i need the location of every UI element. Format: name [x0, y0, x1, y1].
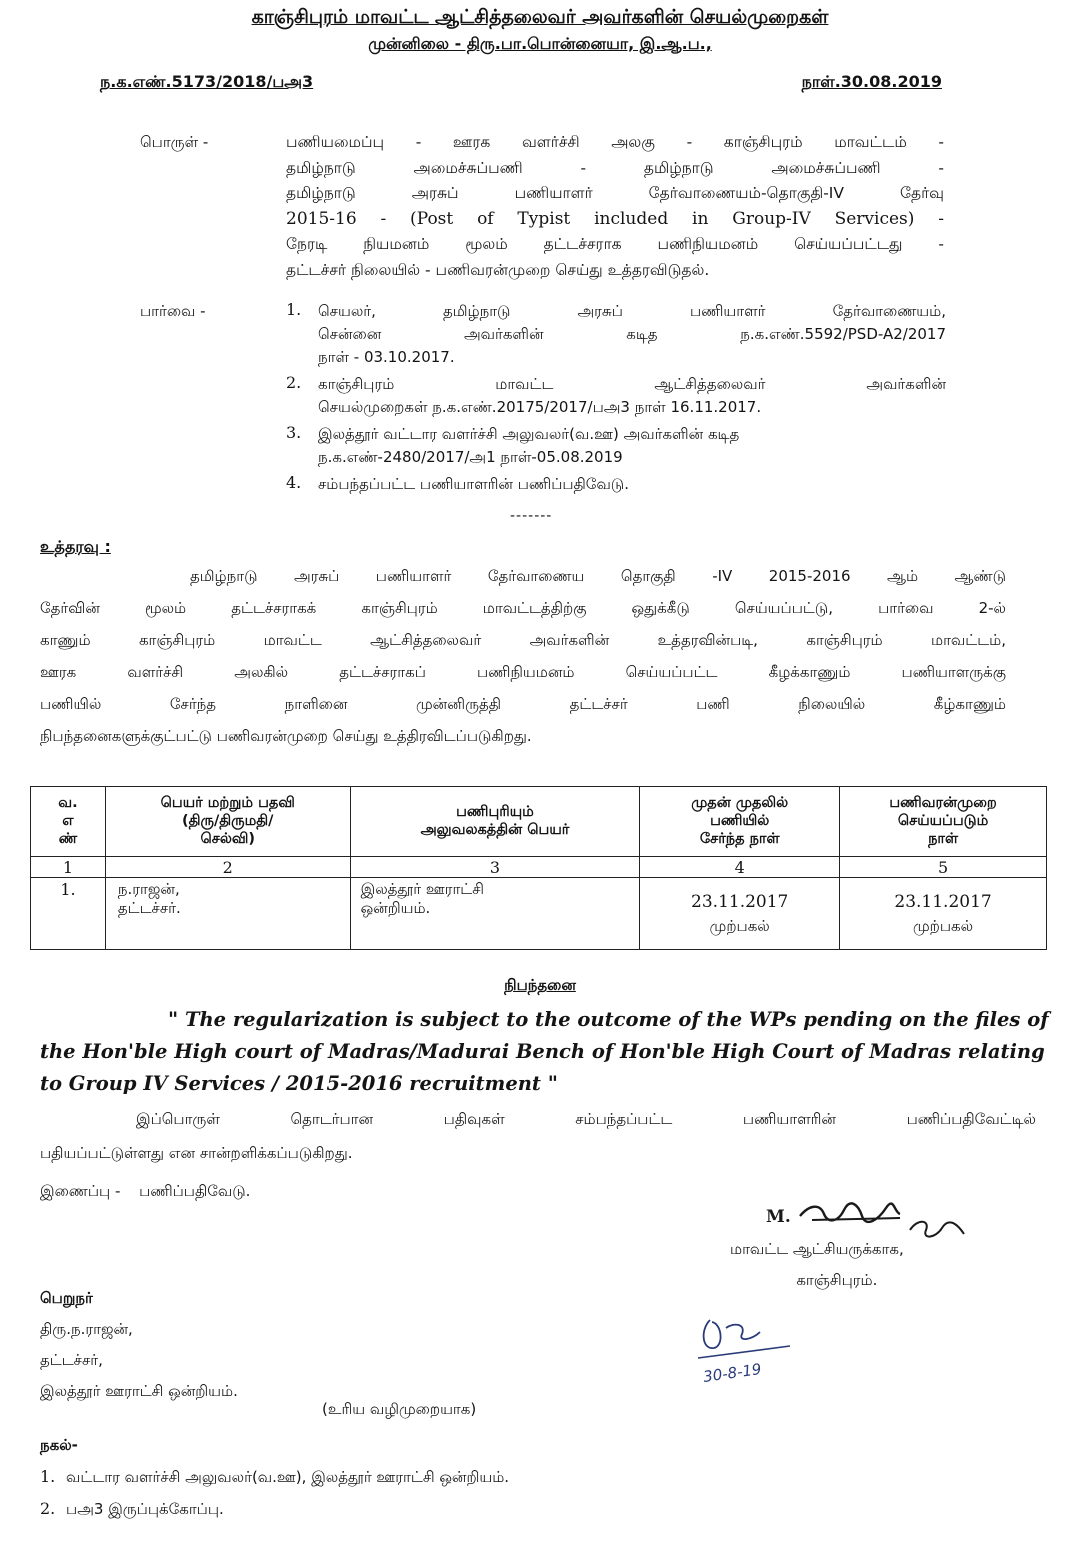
copy-heading: நகல்- [40, 1436, 78, 1454]
subject-line: தமிழ்நாடு அமைச்சுப்பணி - தமிழ்நாடு அமைச்சுப்பணி - [286, 158, 944, 177]
section-divider: ------- [510, 508, 553, 524]
initials-date: 30-8-19 [702, 1359, 763, 1386]
reference-item [286, 373, 946, 419]
reference-line: காஞ்சிபுரம் மாவட்ட ஆட்சித்தலைவர் அவர்களின் [318, 375, 946, 393]
recipient-line: தட்டச்சர், [40, 1351, 103, 1369]
reference-number: 3. [286, 423, 302, 442]
enclosure-label: இணைப்பு - [40, 1182, 121, 1200]
delivery-via: (உரிய வழிமுறையாக) [322, 1400, 477, 1418]
reference-line: இலத்தூர் வட்டார வளர்ச்சி அலுவலர்(வ.ஊ) அவர்களின் கடித [318, 425, 740, 443]
reference-number: 4. [286, 473, 302, 492]
copy-item-number: 2. [40, 1499, 56, 1518]
copy-item [40, 1461, 509, 1493]
table-header-row [31, 787, 1047, 857]
note-line: இப்பொருள் தொடர்பான பதிவுகள் சம்பந்தப்பட்ட பணியாளரின் பணிப்பதிவேட்டில் [136, 1110, 1036, 1128]
subject-line: பணியமைப்பு - ஊரக வளர்ச்சி அலகு - காஞ்சிபுரம் மாவட்டம் - [286, 133, 944, 151]
subject-label: பொருள் - [140, 133, 209, 151]
copy-item-text: வட்டார வளர்ச்சி அலுவலர்(வ.ஊ), இலத்தூர் ஊராட்சி ஒன்றியம். [66, 1468, 510, 1486]
header-regularization-date: பணிவரன்முறை செய்யப்படும் நாள் [840, 787, 1047, 857]
subject-line: தமிழ்நாடு அரசுப் பணியாளர் தேர்வாணையம்-தொகுதி-IV தேர்வு [286, 184, 944, 202]
quote-line: " The regularization is subject to the outcome of the WPs pending on the files of [168, 1008, 1049, 1031]
reference-number: 1. [286, 300, 302, 319]
order-title: காஞ்சிபுரம் மாவட்ட ஆட்சித்தலைவர் அவர்களின் செயல்முறைகள் [251, 6, 829, 28]
reference-line: சம்பந்தப்பட்ட பணியாளரின் பணிப்பதிவேடு. [318, 475, 629, 493]
handwritten-initials [690, 1310, 800, 1394]
order-line: காணும் காஞ்சிபுரம் மாவட்ட ஆட்சித்தலைவர் அவர்களின் உத்தரவின்படி, காஞ்சிபுரம் மாவட்டம், [40, 631, 1006, 649]
column-index: 5 [840, 857, 1047, 878]
copy-item-text: பஅ3 இருப்புக்கோப்பு. [66, 1500, 224, 1518]
quote-line: the Hon'ble High court of Madras/Madurai Bench of Hon'ble High Court of Madras relating [40, 1040, 1045, 1063]
table-index-row [31, 857, 1047, 878]
row-serial: 1. [31, 878, 106, 950]
initials-scribble [690, 1310, 800, 1390]
reference-line: ந.க.எண்-2480/2017/அ1 நாள்-05.08.2019 [318, 448, 623, 466]
subject-text [286, 130, 944, 283]
signatory-place: காஞ்சிபுரம். [796, 1271, 878, 1289]
recipient-line: திரு.ந.ராஜன், [40, 1320, 133, 1338]
order-line: தேர்வின் மூலம் தட்டச்சராகக் காஞ்சிபுரம் மாவட்டத்திற்கு ஒதுக்கீடு செய்யப்பட்டு, பார்வை 2-ல் [40, 599, 1006, 617]
column-index: 2 [105, 857, 350, 878]
column-index: 4 [640, 857, 840, 878]
order-body [40, 560, 1006, 752]
order-heading: உத்தரவு : [40, 537, 111, 556]
order-line: நிபந்தனைகளுக்குட்பட்டு பணிவரன்முறை செய்து உத்திரவிடப்படுகிறது. [40, 727, 532, 745]
regularization-table [30, 786, 1047, 950]
reference-line: சென்னை அவர்களின் கடித ந.க.எண்.5592/PSD-A2/2017 [318, 325, 946, 343]
reference-line: செயல்முறைகள் ந.க.எண்.20175/2017/பஅ3 நாள் 16.11.2017. [318, 398, 762, 416]
reference-item [286, 473, 946, 496]
reference-item [286, 423, 946, 469]
subject-line: தட்டச்சர் நிலையில் - பணிவரன்முறை செய்து உத்தரவிடுதல். [286, 260, 710, 279]
copy-item [40, 1493, 509, 1525]
order-line: ஊரக வளர்ச்சி அலகில் தட்டச்சராகப் பணிநியமனம் செய்யப்பட்ட கீழக்காணும் பணியாளருக்கு [40, 663, 1006, 681]
signature-mark: M. [766, 1207, 791, 1227]
signatory-block [730, 1234, 904, 1296]
subject-line: 2015-16 - (Post of Typist included in Group-IV Services) - [286, 208, 944, 229]
row-office: இலத்தூர் ஊராட்சி ஒன்றியம். [350, 878, 640, 950]
subject-line: நேரடி நியமனம் மூலம் தட்டச்சராக பணிநியமனம் செய்யப்பட்டது - [286, 235, 944, 253]
copy-item-number: 1. [40, 1467, 56, 1486]
enclosure-value: பணிப்பதிவேடு. [139, 1182, 251, 1200]
copy-block [40, 1430, 509, 1525]
note-line: பதியப்பட்டுள்ளது என சான்றளிக்கப்படுகிறது. [40, 1144, 353, 1162]
recipient-heading: பெறுநர் [40, 1289, 93, 1307]
references-list [286, 300, 946, 500]
reference-item [286, 300, 946, 369]
row-name: ந.ராஜன், தட்டச்சர். [105, 878, 350, 950]
signatory-designation: மாவட்ட ஆட்சியருக்காக, [730, 1240, 904, 1258]
column-index: 1 [31, 857, 106, 878]
reference-line: நாள் - 03.10.2017. [318, 348, 455, 366]
reference-line: செயலர், தமிழ்நாடு அரசுப் பணியாளர் தேர்வாணையம், [318, 302, 946, 320]
recipient-block [40, 1283, 238, 1407]
table-row [31, 878, 1047, 950]
quote-line: to Group IV Services / 2015-2016 recruitment " [40, 1072, 558, 1095]
order-line: தமிழ்நாடு அரசுப் பணியாளர் தேர்வாணைய தொகுதி -IV 2015-2016 ஆம் ஆண்டு [190, 567, 1006, 585]
order-date: நாள்.30.08.2019 [801, 72, 942, 91]
column-index: 3 [350, 857, 640, 878]
recipient-line: இலத்தூர் ஊராட்சி ஒன்றியம். [40, 1382, 238, 1400]
enclosure [40, 1182, 250, 1202]
certification-note [40, 1102, 1036, 1170]
condition-quote [40, 1004, 1049, 1100]
reference-number: 2. [286, 373, 302, 392]
order-line: பணியில் சேர்ந்த நாளினை முன்னிருத்தி தட்டச்சர் பணி நிலையில் கீழ்காணும் [40, 695, 1006, 713]
row-joining-date: 23.11.2017 முற்பகல் [640, 878, 840, 950]
reference-number: ந.க.எண்.5173/2018/பஅ3 [100, 72, 314, 91]
header-serial: வ. எ ண் [31, 787, 106, 857]
condition-heading: நிபந்தனை [504, 976, 576, 994]
header-office: பணிபுரியும் அலுவலகத்தின் பெயர் [350, 787, 640, 857]
header-name-designation: பெயர் மற்றும் பதவி (திரு/திருமதி/ செல்வி) [105, 787, 350, 857]
header-joining-date: முதன் முதலில் பணியில் சேர்ந்த நாள் [640, 787, 840, 857]
references-label: பார்வை - [140, 302, 206, 320]
presence-line: முன்னிலை - திரு.பா.பொன்னையா, இ.ஆ.ப., [368, 34, 712, 53]
row-regularization-date: 23.11.2017 முற்பகல் [840, 878, 1047, 950]
